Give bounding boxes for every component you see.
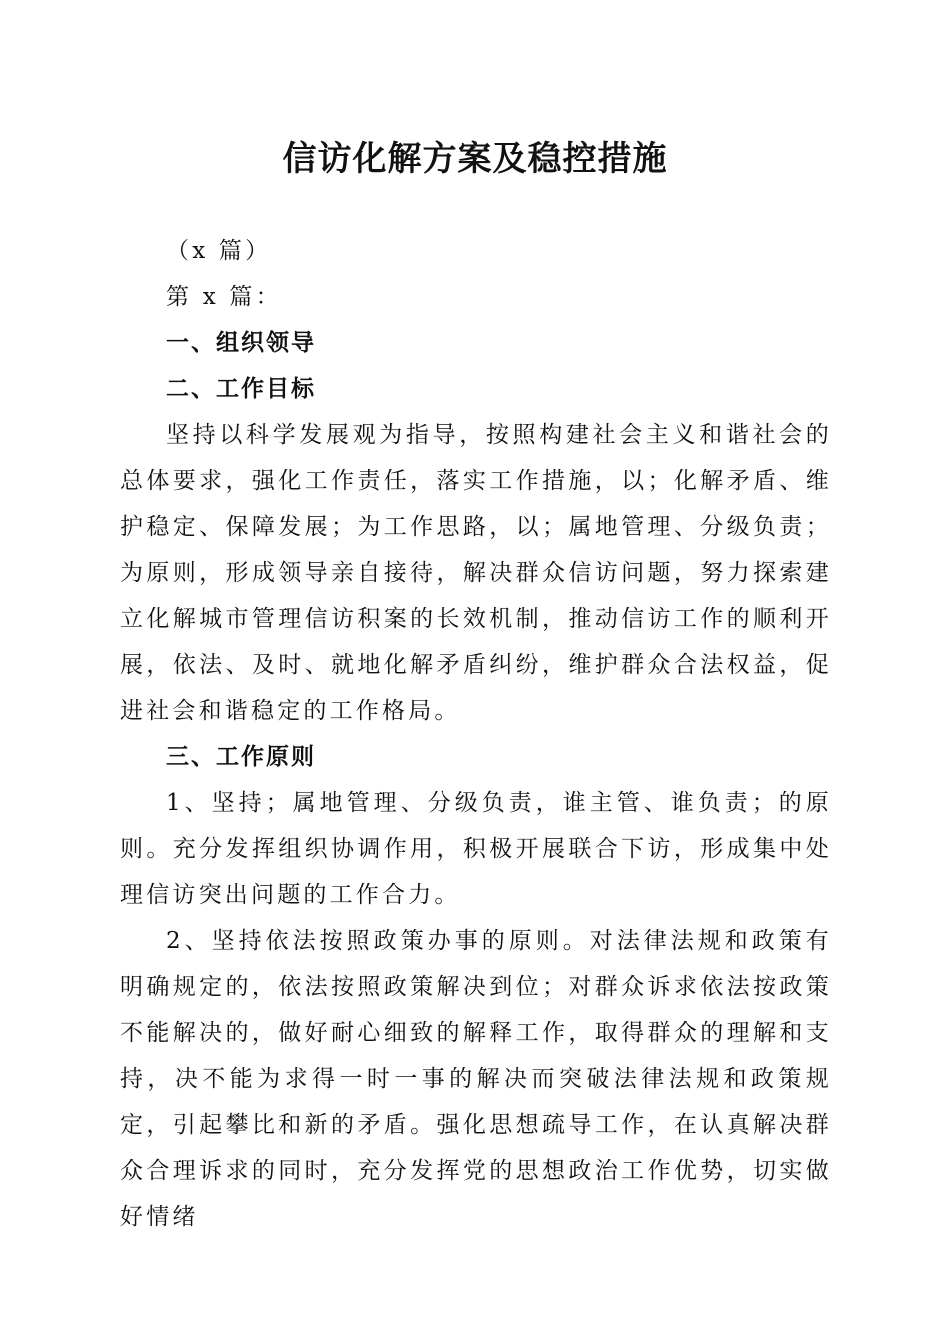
heading-organization: 一、组织领导 — [166, 330, 316, 356]
heading-goals: 二、工作目标 — [166, 376, 316, 402]
paragraph-goals: 坚持以科学发展观为指导，按照构建社会主义和谐社会的总体要求，强化工作责任，落实工作措施，以；化解矛盾、维护稳定、保障发展；为工作思路，以；属地管理、分级负责；为原则，形成领导亲自接待，解决群众信访问题，努力探索建立化解城市管理信访积案的长效机制，推动信访工作的顺利开展，依法、及时、就地化解矛盾纠纷，维护群众合法权益，促进社会和谐稳定的工作格局。 — [120, 422, 832, 724]
subtitle: （x 篇） — [166, 238, 272, 264]
paragraph-principle-1: 1、坚持；属地管理、分级负责，谁主管、谁负责；的原则。充分发挥组织协调作用，积极开展联合下访，形成集中处理信访突出问题的工作合力。 — [120, 790, 832, 908]
document-title: 信访化解方案及稳控措施 — [282, 139, 668, 179]
paragraph-principle-2: 2、坚持依法按照政策办事的原则。对法律法规和政策有明确规定的，依法按照政策解决到位；对群众诉求依法按政策不能解决的，做好耐心细致的解释工作，取得群众的理解和支持，决不能为求得一时一事的解决而突破法律法规和政策规定，引起攀比和新的矛盾。强化思想疏导工作，在认真解决群众合理诉求的同时，充分发挥党的思想政治工作优势，切实做好情绪 — [120, 928, 832, 1230]
heading-principles: 三、工作原则 — [166, 744, 316, 770]
document-body — [120, 228, 832, 1240]
section-label: 第 x 篇： — [166, 284, 282, 310]
